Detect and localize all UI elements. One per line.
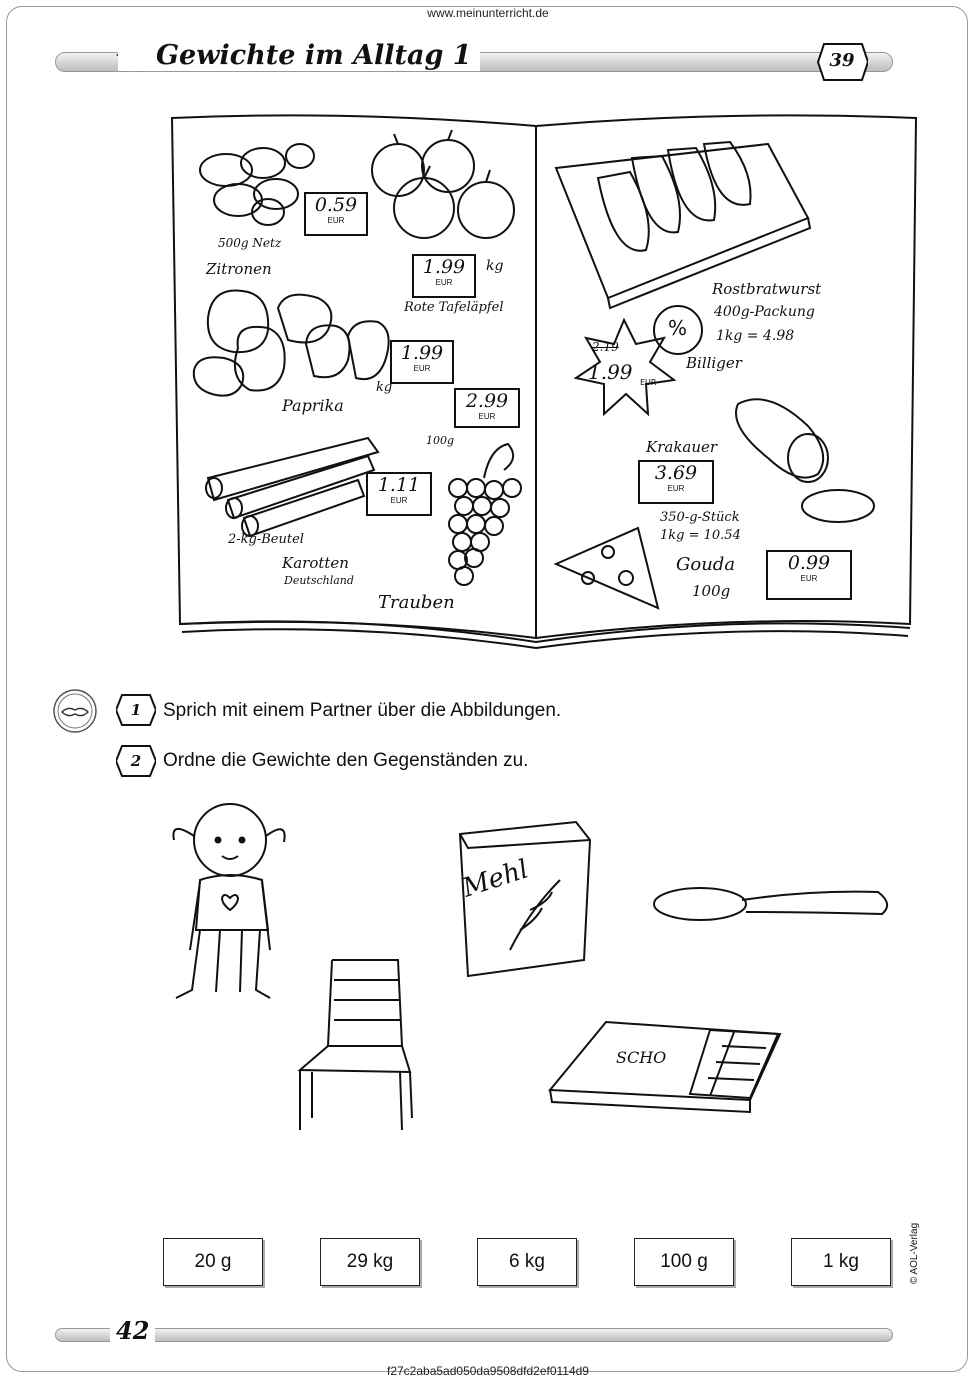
price-tag-paprika: 1.99 EUR [390, 340, 454, 384]
task-2-badge [116, 744, 156, 778]
krakauer-piece-label: 350-g-Stück [660, 510, 740, 525]
weight-box-5[interactable]: 1 kg [791, 1238, 891, 1286]
objects-illustration [150, 800, 910, 1140]
grapes-amount-label: 100g [426, 434, 455, 447]
footer-page-number: 42 [110, 1316, 155, 1345]
weight-box-2[interactable]: 29 kg [320, 1238, 420, 1286]
task-1-badge [116, 693, 156, 727]
gouda-label: Gouda [676, 554, 736, 575]
girl-figure [173, 804, 284, 998]
apple-label: Rote Tafeläpfel [404, 300, 504, 315]
weight-box-3[interactable]: 6 kg [477, 1238, 577, 1286]
sausage-label: Rostbratwurst [712, 280, 822, 298]
document-hash: f27c2aba5ad050da9508dfd2ef0114d9 [387, 1364, 589, 1378]
star-price: 1.99 [588, 360, 633, 384]
task-2-number: 2 [130, 752, 142, 770]
flour-label: Mehl [459, 854, 533, 904]
star-currency: EUR [640, 378, 657, 387]
carrot-bag-label: 2-kg-Beutel [228, 532, 304, 547]
copyright-note: © AOL-Verlag [909, 1222, 921, 1285]
paprika-label: Paprika [282, 396, 344, 415]
krakauer-label: Krakauer [646, 438, 718, 456]
price-tag-krakauer: 3.69 EUR [638, 460, 714, 504]
footer-bar [55, 1328, 893, 1342]
task-1-number: 1 [130, 701, 142, 719]
price-tag-apples: 1.99 EUR [412, 254, 476, 298]
carrot-origin-label: Deutschland [284, 574, 354, 587]
carrot-label: Karotten [282, 554, 349, 572]
page-title: Gewichte im Alltag 1 [118, 40, 480, 71]
chair-figure [300, 960, 412, 1130]
chocolate-label: SCHO [616, 1048, 667, 1067]
lemon-net-label: 500g Netz [218, 236, 282, 250]
apple-unit-label: kg [486, 258, 504, 274]
grapes-label: Trauben [378, 592, 455, 613]
gouda-amount-label: 100g [692, 582, 731, 600]
sausage-pack-label: 400g-Packung [714, 304, 815, 320]
price-tag-grapes: 2.99 EUR [454, 388, 520, 428]
percent-sign: % [668, 316, 688, 340]
brochure-illustration [168, 108, 920, 656]
sausage-per-kg-label: 1kg = 4.98 [716, 328, 795, 344]
site-url: www.meinunterricht.de [427, 6, 549, 20]
page-badge [816, 42, 868, 82]
paprika-unit-label: kg [376, 380, 393, 395]
star-old-price: 2.19 [592, 340, 619, 354]
spoon-figure [654, 888, 887, 920]
task-1-text: Sprich mit einem Partner über die Abbildungen. [163, 700, 562, 721]
price-tag-carrots: 1.11 EUR [366, 472, 432, 516]
weight-box-4[interactable]: 100 g [634, 1238, 734, 1286]
krakauer-per-kg-label: 1kg = 10.54 [660, 528, 741, 543]
task-2-text: Ordne die Gewichte den Gegenständen zu. [163, 750, 529, 771]
page-badge-number: 39 [829, 50, 855, 71]
partner-talk-icon [52, 688, 98, 734]
price-tag-gouda: 0.99 EUR [766, 550, 852, 600]
objects-drawing [150, 800, 910, 1140]
weight-box-1[interactable]: 20 g [163, 1238, 263, 1286]
lemon-label: Zitronen [206, 260, 272, 278]
chocolate-figure [550, 1022, 780, 1112]
cheaper-label: Billiger [686, 354, 742, 372]
price-tag-lemons: 0.59 EUR [304, 192, 368, 236]
